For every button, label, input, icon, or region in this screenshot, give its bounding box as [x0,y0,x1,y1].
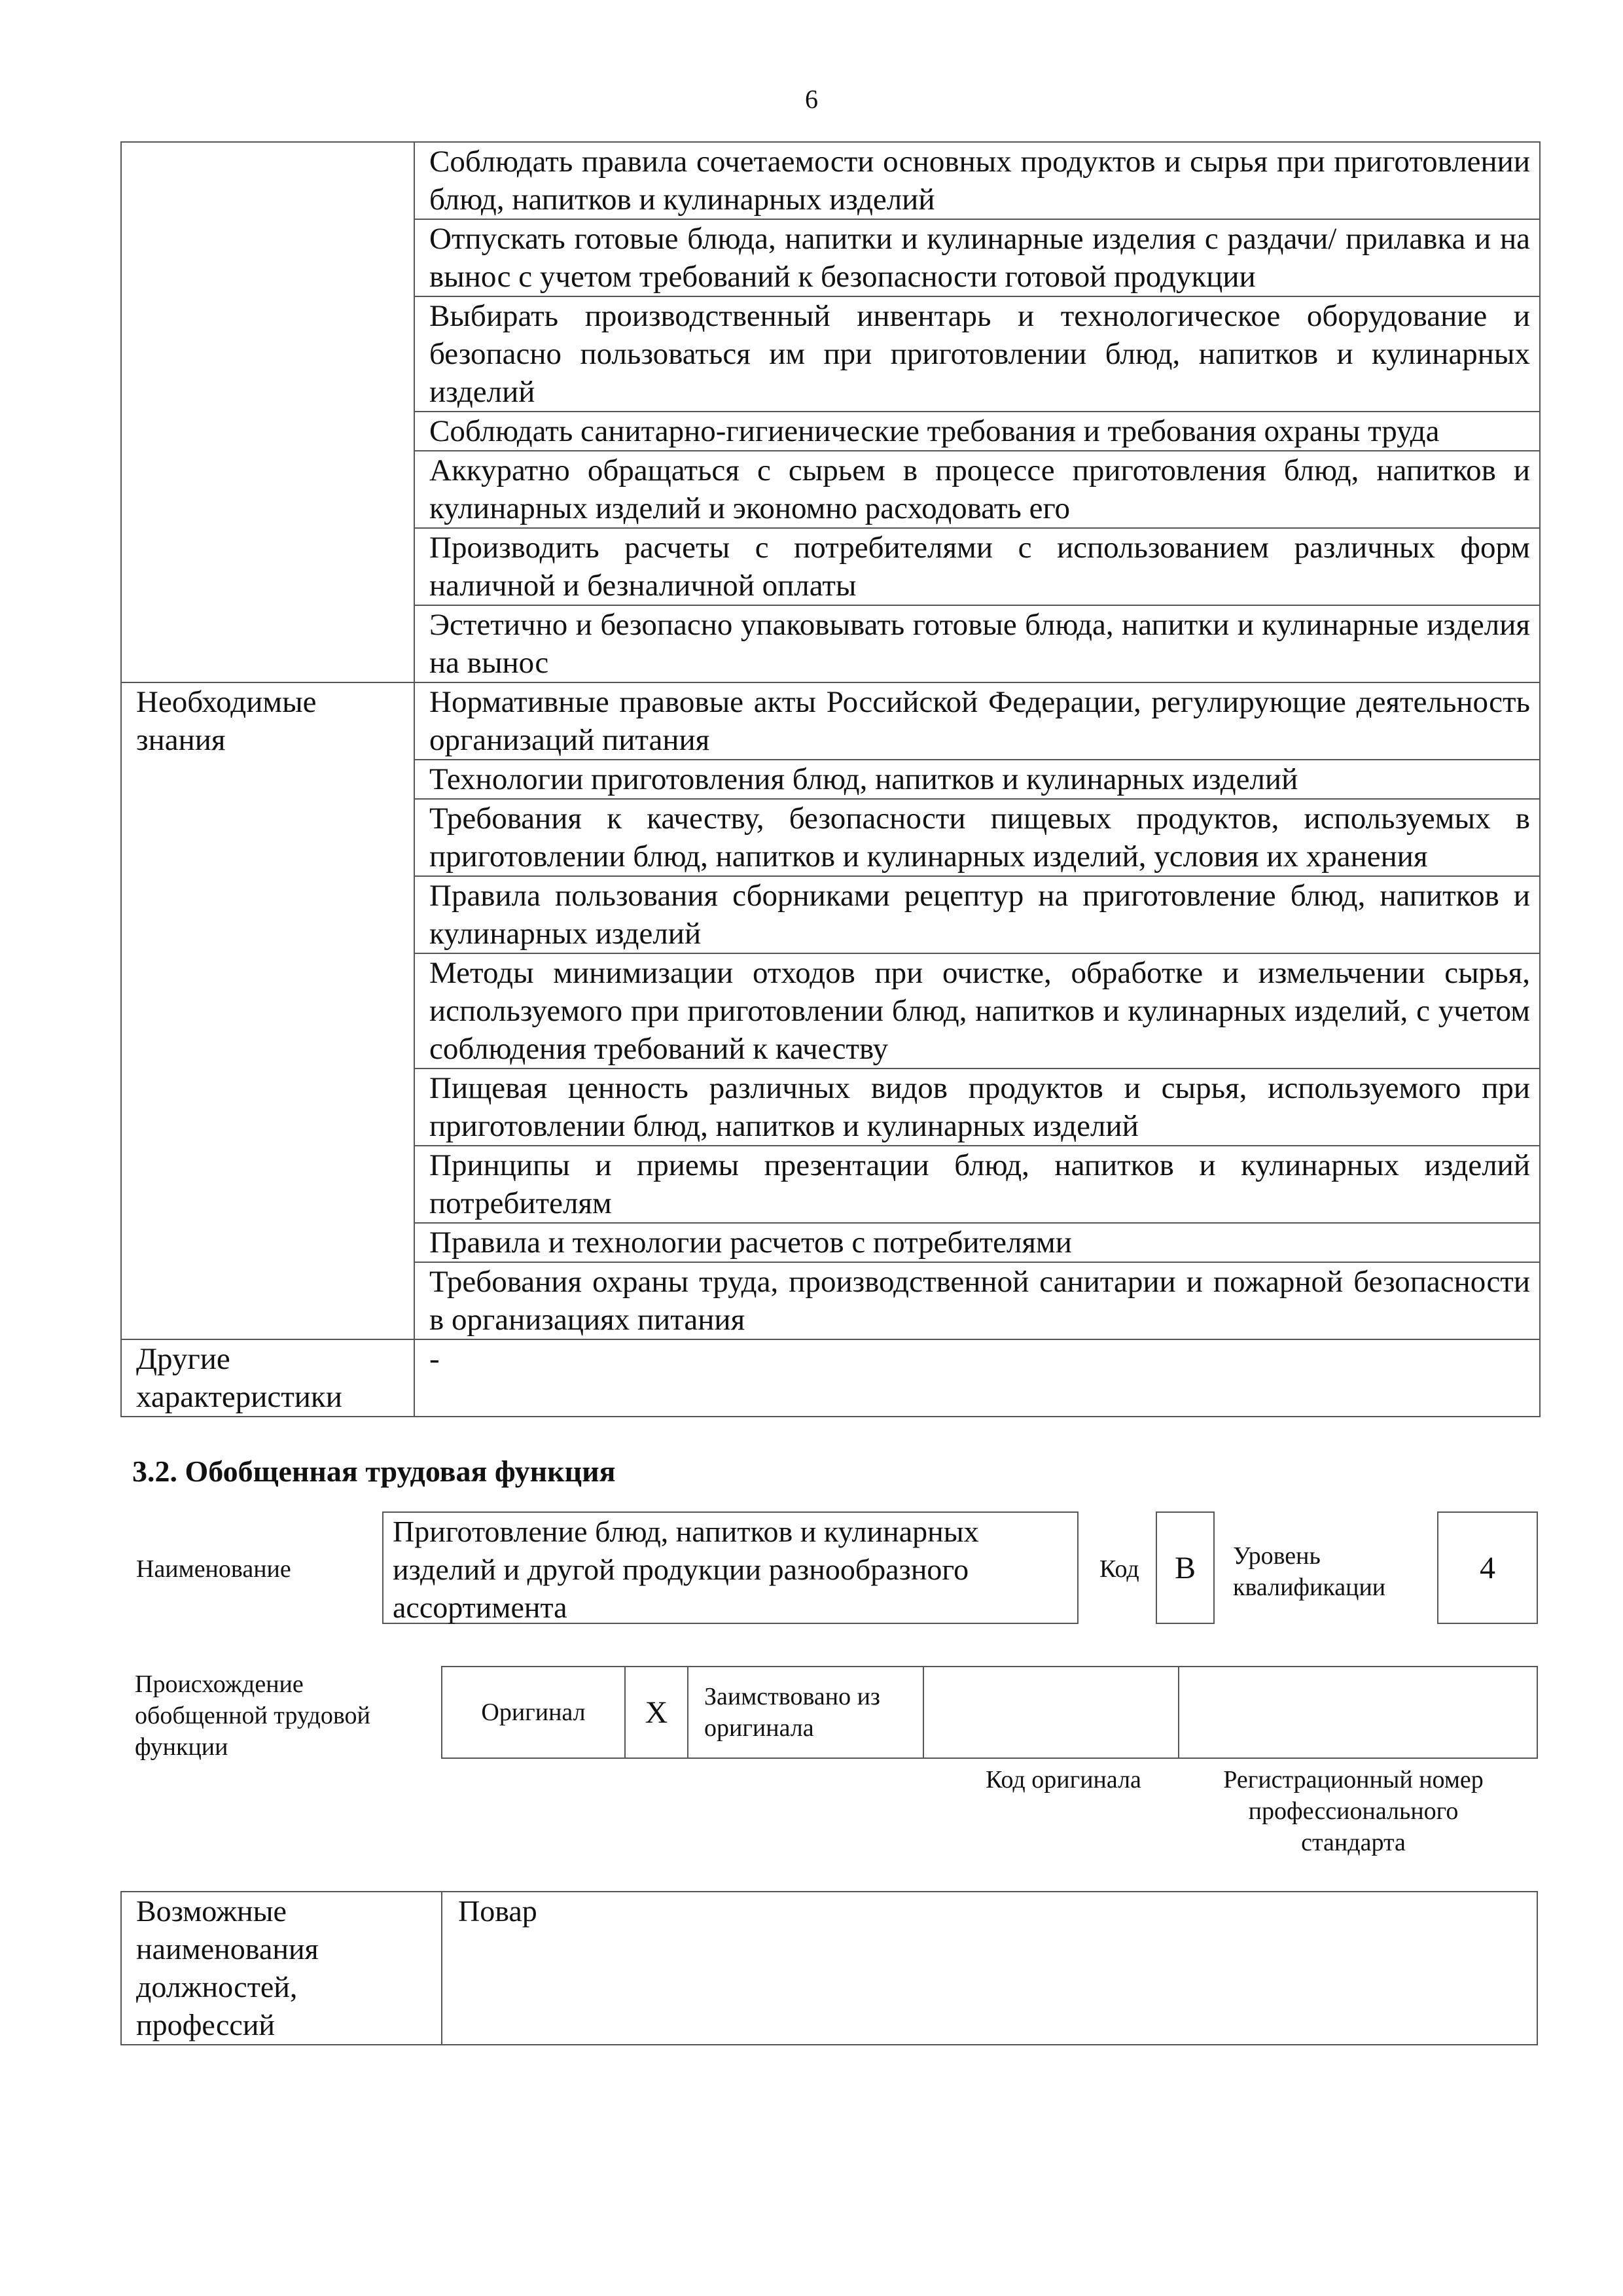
name-label: Наименование [136,1555,291,1583]
table-row [121,1339,1540,1417]
knowledge-item: Пищевая ценность различных видов продуктов и сырья, используемого при приготовлении блюд, напитков и кулинарных изделий [414,1069,1540,1146]
other-value: - [414,1339,1540,1417]
code-value: B [1174,1550,1196,1585]
section-title: 3.2. Обобщенная трудовая функция [132,1455,616,1488]
skill-item: Соблюдать правила сочетаемости основных продуктов и сырья при приготовлении блюд, напитков и кулинарных изделий [414,142,1540,219]
knowledge-item: Правила и технологии расчетов с потребителями [414,1223,1540,1262]
qualification-level-box [1437,1511,1538,1624]
skill-item: Соблюдать санитарно-гигиенические требования и требования охраны труда [414,412,1540,451]
knowledge-item: Нормативные правовые акты Российской Федерации, регулирующие деятельность организаций питания [414,682,1540,760]
skill-item: Производить расчеты с потребителями с использованием различных форм наличной и безналичной оплаты [414,528,1540,605]
skill-item: Выбирать производственный инвентарь и технологическое оборудование и безопасно пользоваться им при приготовлении блюд, напитков и кулинарных изделий [414,296,1540,412]
qualification-level-label: Уровень квалификации [1233,1542,1386,1601]
borrowed-cell [688,1667,924,1757]
table-row [121,142,1540,219]
skills-knowledge-table [120,141,1541,1417]
skill-item: Аккуратно обращаться с сырьем в процессе приготовления блюд, напитков и кулинарных изделий и экономно расходовать его [414,451,1540,528]
original-mark: X [645,1695,668,1730]
page-number: 6 [805,84,818,114]
table-row [121,682,1540,760]
skill-item: Эстетично и безопасно упаковывать готовые блюда, напитки и кулинарные изделия на вынос [414,605,1540,682]
knowledge-item: Требования охраны труда, производственной санитарии и пожарной безопасности в организациях питания [414,1262,1540,1339]
original-label: Оригинал [481,1699,586,1726]
registration-number-cell [1179,1667,1537,1757]
registration-number-caption: Регистрационный номер профессионального стандарта [1223,1766,1484,1856]
function-name-box [382,1511,1079,1624]
positions-value: Повар [458,1894,537,1928]
positions-table [120,1891,1538,2045]
knowledge-item: Принципы и приемы презентации блюд, напитков и кулинарных изделий потребителям [414,1146,1540,1223]
original-cell [442,1667,626,1757]
original-code-cell [924,1667,1179,1757]
knowledge-item: Технологии приготовления блюд, напитков и кулинарных изделий [414,760,1540,799]
function-name-value: Приготовление блюд, напитков и кулинарных изделий и другой продукции разнообразного ассортимента [393,1515,979,1624]
skills-label-cell [121,142,414,682]
origin-row [441,1666,1538,1759]
knowledge-item: Методы минимизации отходов при очистке, обработке и измельчении сырья, используемого при приготовлении блюд, напитков и кулинарных изделий, с учетом соблюдения требований к качеству [414,953,1540,1069]
original-mark-cell [626,1667,688,1757]
qualification-level-value: 4 [1480,1550,1495,1585]
code-box [1156,1511,1215,1624]
skill-item: Отпускать готовые блюда, напитки и кулинарные изделия с раздачи/ прилавка и на вынос с учетом требований к безопасности готовой продукции [414,219,1540,296]
knowledge-item: Требования к качеству, безопасности пищевых продуктов, используемых в приготовлении блюд, напитков и кулинарных изделий, условия их хранения [414,799,1540,876]
borrowed-label: Заимствовано из оригинала [704,1683,880,1742]
original-code-caption: Код оригинала [986,1766,1141,1793]
positions-label: Возможные наименования должностей, профессий [122,1892,442,2044]
knowledge-item: Правила пользования сборниками рецептур на приготовление блюд, напитков и кулинарных изделий [414,876,1540,953]
other-label-cell: Другие характеристики [121,1339,414,1417]
code-label: Код [1099,1555,1139,1583]
origin-label: Происхождение обобщенной трудовой функции [135,1670,370,1761]
knowledge-label-cell: Необходимые знания [121,682,414,1339]
